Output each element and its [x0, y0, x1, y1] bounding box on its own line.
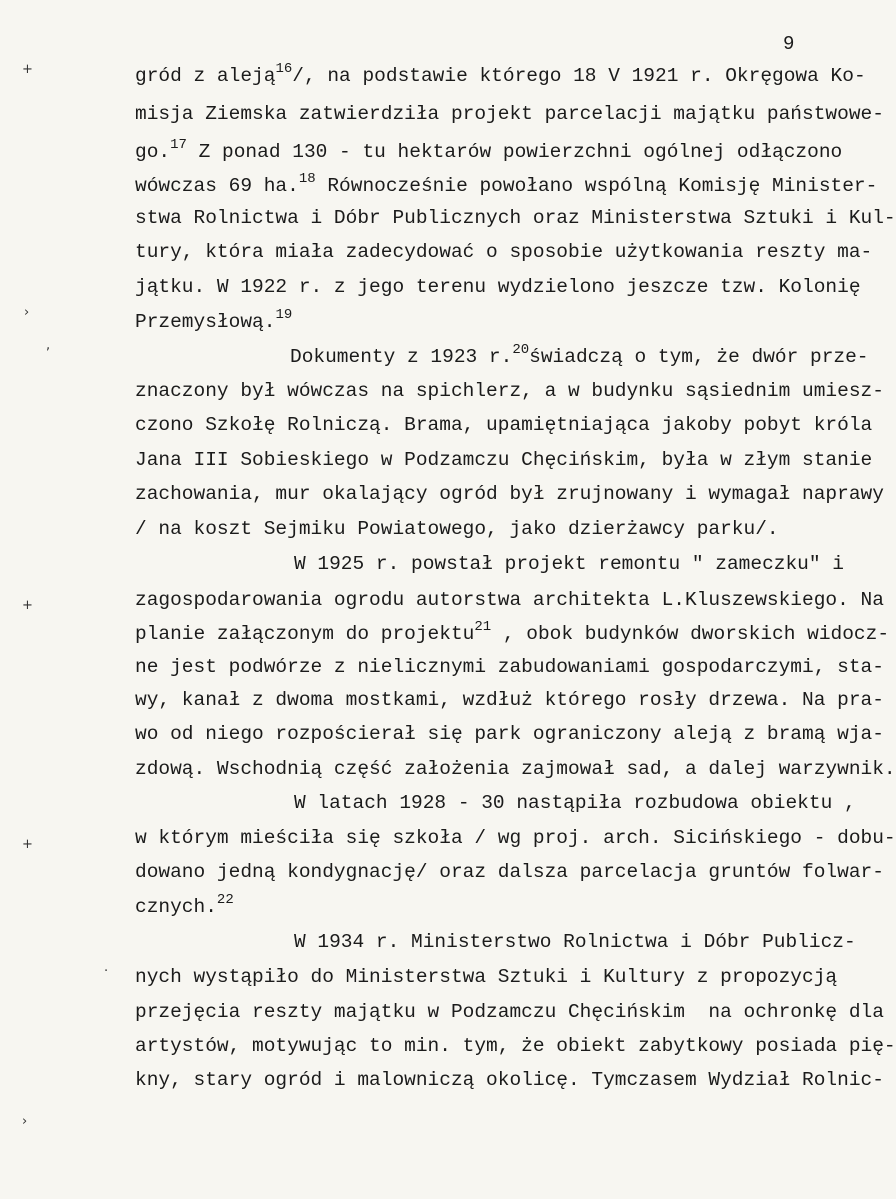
text-line: cznych.$^{22}$ — [135, 892, 234, 918]
text-line: Jana III Sobieskiego w Podzamczu Chęcińskim, była w złym stanie — [135, 449, 873, 471]
text-line: artystów, motywując to min. tym, że obiekt zabytkowy posiada pię- — [135, 1035, 896, 1057]
text-line: jątku. W 1922 r. z jego terenu wydzielono jeszcze tzw. Kolonię — [135, 276, 861, 298]
text-line: zachowania, mur okalający ogród był zrujnowany i wymagał naprawy — [135, 483, 884, 505]
text-line: w którym mieściła się szkoła / wg proj. arch. Sicińskiego - dobu- — [135, 827, 896, 849]
margin-mark: , — [46, 338, 51, 353]
text-line: wo od niego rozpościerał się park ograniczony aleją z bramą wja- — [135, 723, 884, 745]
page-number: 9 — [783, 33, 795, 55]
text-line: wówczas 69 ha.$^{18}$ Równocześnie powołano wspólną Komisję Minister- — [135, 171, 878, 197]
text-line: nych wystąpiło do Ministerstwa Sztuki i Kultury z propozycją — [135, 966, 838, 988]
text-line: ne jest podwórze z nielicznymi zabudowaniami gospodarczymi, sta- — [135, 656, 884, 678]
text-line: planie załączonym do projektu$^{21}$ , obok budynków dworskich widocz- — [135, 619, 890, 645]
footnote-ref: 20 — [512, 342, 530, 358]
text-line: wy, kanał z dwoma mostkami, wzdłuż którego rosły drzewa. Na pra- — [135, 689, 884, 711]
footnote-ref: 17 — [170, 137, 187, 153]
margin-mark: + — [22, 62, 33, 77]
margin-mark: + — [22, 837, 33, 852]
text-line: znaczony był wówczas na spichlerz, a w budynku sąsiednim umiesz- — [135, 380, 884, 402]
footnote-ref: 16 — [275, 61, 293, 77]
text-line: zdową. Wschodnią część założenia zajmował sad, a dalej warzywnik. — [135, 758, 896, 780]
text-line: przejęcia reszty majątku w Podzamczu Chęcińskim na ochronkę dla — [135, 1001, 884, 1023]
text-line: / na koszt Sejmiku Powiatowego, jako dzierżawcy parku/. — [135, 518, 779, 540]
text-line: W 1925 r. powstał projekt remontu " zameczku" i — [294, 553, 844, 575]
text-line: tury, która miała zadecydować o sposobie użytkowania reszty ma- — [135, 241, 873, 263]
text-line: W 1934 r. Ministerstwo Rolnictwa i Dóbr Publicz- — [294, 931, 856, 953]
text-line: W latach 1928 - 30 nastąpiła rozbudowa obiektu , — [294, 792, 856, 814]
margin-mark: › — [22, 1114, 28, 1129]
text-line: gród z aleją$^{16}$/, na podstawie którego 18 V 1921 r. Okręgowa Ko- — [135, 61, 866, 87]
margin-mark: › — [24, 305, 30, 320]
text-line: stwa Rolnictwa i Dóbr Publicznych oraz Ministerstwa Sztuki i Kul- — [135, 207, 896, 229]
footnote-ref: 22 — [216, 892, 234, 908]
text-line: go.$^{17}$ Z ponad 130 - tu hektarów powierzchni ogólnej odłączono — [135, 137, 843, 163]
footnote-ref: 21 — [474, 619, 492, 635]
text-line: misja Ziemska zatwierdziła projekt parcelacji majątku państwowe- — [135, 103, 884, 125]
text-line: zagospodarowania ogrodu autorstwa architekta L.Kluszewskiego. Na — [135, 589, 884, 611]
margin-mark: + — [22, 598, 33, 613]
text-line: Przemysłową.$^{19}$ — [135, 307, 293, 333]
text-line: kny, stary ogród i malowniczą okolicę. Tymczasem Wydział Rolnic- — [135, 1069, 884, 1091]
text-line: czono Szkołę Rolniczą. Brama, upamiętniająca jakoby pobyt króla — [135, 414, 873, 436]
margin-mark: · — [104, 964, 109, 979]
text-line: dowano jedną kondygnację/ oraz dalsza parcelacja gruntów folwar- — [135, 861, 884, 883]
text-line: Dokumenty z 1923 r.$^{20}$świadczą o tym, że dwór prze- — [290, 342, 869, 368]
footnote-ref: 18 — [298, 171, 316, 187]
footnote-ref: 19 — [275, 307, 293, 323]
